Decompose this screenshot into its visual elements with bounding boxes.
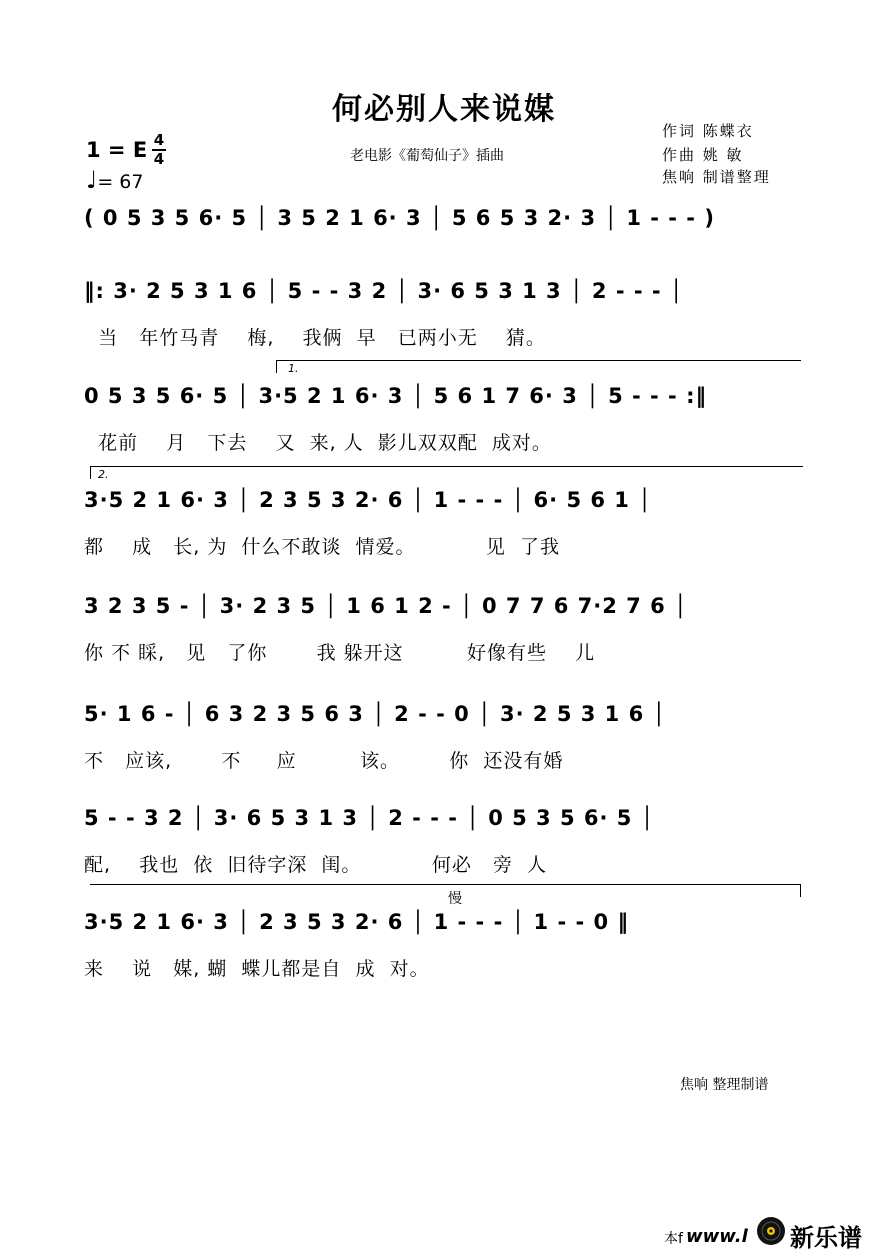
second-ending-bracket xyxy=(90,466,803,479)
lyricist-credit: 作词 陈蝶衣 xyxy=(662,122,754,140)
notation-line: 5 - - 3 2 │ 3· 6 5 3 1 3 │ 2 - - - │ 0 5 3 5 6· 5 │ xyxy=(84,806,655,830)
lyrics-line: 都 成 长, 为 什么不敢谈 情爱。 见 了我 xyxy=(84,536,560,558)
notation-line: ( 0 5 3 5 6· 5 │ 3 5 2 1 6· 3 │ 5 6 5 3 2· 3 │ 1 - - - ) xyxy=(84,206,715,230)
composer-credit: 作曲 姚 敏 xyxy=(662,146,744,164)
first-ending-bracket xyxy=(276,360,801,373)
lyrics-line: 来 说 媒, 蝴 蝶儿都是自 成 对。 xyxy=(84,958,430,980)
score-line-5 xyxy=(0,594,888,694)
coda-bracket xyxy=(90,884,801,897)
score-line-4 xyxy=(0,488,888,588)
quarter-note-icon: ♩ xyxy=(86,166,98,194)
notation-line: 3 2 3 5 - │ 3· 2 3 5 │ 1 6 1 2 - │ 0 7 7 6 7·2 7 6 │ xyxy=(84,594,688,618)
lyrics-line: 不 应该, 不 应 该。 你 还没有婚 xyxy=(84,750,564,772)
tempo-marking xyxy=(86,166,143,194)
brand-logo: 新乐谱 xyxy=(790,1224,862,1252)
notation-line: 0 5 3 5 6· 5 │ 3·5 2 1 6· 3 │ 5 6 1 7 6· 3 │ 5 - - - :‖ xyxy=(84,384,707,408)
watermark-text: 本f xyxy=(664,1231,683,1247)
lyrics-line: 花前 月 下去 又 来, 人 影儿双双配 成对。 xyxy=(84,432,552,454)
lyrics-line: 当 年竹马青 梅, 我俩 早 已两小无 猜。 xyxy=(84,327,546,349)
tempo-value: = 67 xyxy=(97,171,144,193)
key-signature: 1 = E xyxy=(86,138,148,162)
score-line-8 xyxy=(0,910,888,1010)
score-line-6 xyxy=(0,702,888,802)
time-signature xyxy=(152,133,166,167)
notation-line: 3·5 2 1 6· 3 │ 2 3 5 3 2· 6 │ 1 - - - │ 6· 5 6 1 │ xyxy=(84,488,652,512)
tempo-mark: 慢 xyxy=(448,891,462,907)
notation-line: 3·5 2 1 6· 3 │ 2 3 5 3 2· 6 │ 1 - - - │ 1 - - 0 ‖ xyxy=(84,910,629,934)
arranger-credit: 焦响 制谱整理 xyxy=(662,168,771,186)
second-ending-label: 2. xyxy=(98,468,109,481)
lyrics-line: 你 不 睬, 见 了你 我 躲开这 好像有些 儿 xyxy=(84,642,596,664)
notation-line: ‖: 3· 2 5 3 1 6 │ 5 - - 3 2 │ 3· 6 5 3 1 3 │ 2 - - - │ xyxy=(84,279,684,303)
first-ending-label: 1. xyxy=(288,362,299,375)
arranger-note: 焦响 整理制谱 xyxy=(680,1077,769,1093)
notation-line: 5· 1 6 - │ 6 3 2 3 5 6 3 │ 2 - - 0 │ 3· 2 5 3 1 6 │ xyxy=(84,702,667,726)
vinyl-record-icon xyxy=(756,1216,786,1246)
song-title: 何必别人来说媒 xyxy=(332,92,556,127)
time-signature-top: 4 xyxy=(153,131,165,149)
subtitle: 老电影《葡萄仙子》插曲 xyxy=(350,148,504,164)
lyrics-line: 配, 我也 依 旧待字深 闺。 何必 旁 人 xyxy=(84,854,548,876)
time-signature-bottom: 4 xyxy=(153,150,165,168)
watermark-url[interactable]: www.l xyxy=(686,1226,748,1247)
